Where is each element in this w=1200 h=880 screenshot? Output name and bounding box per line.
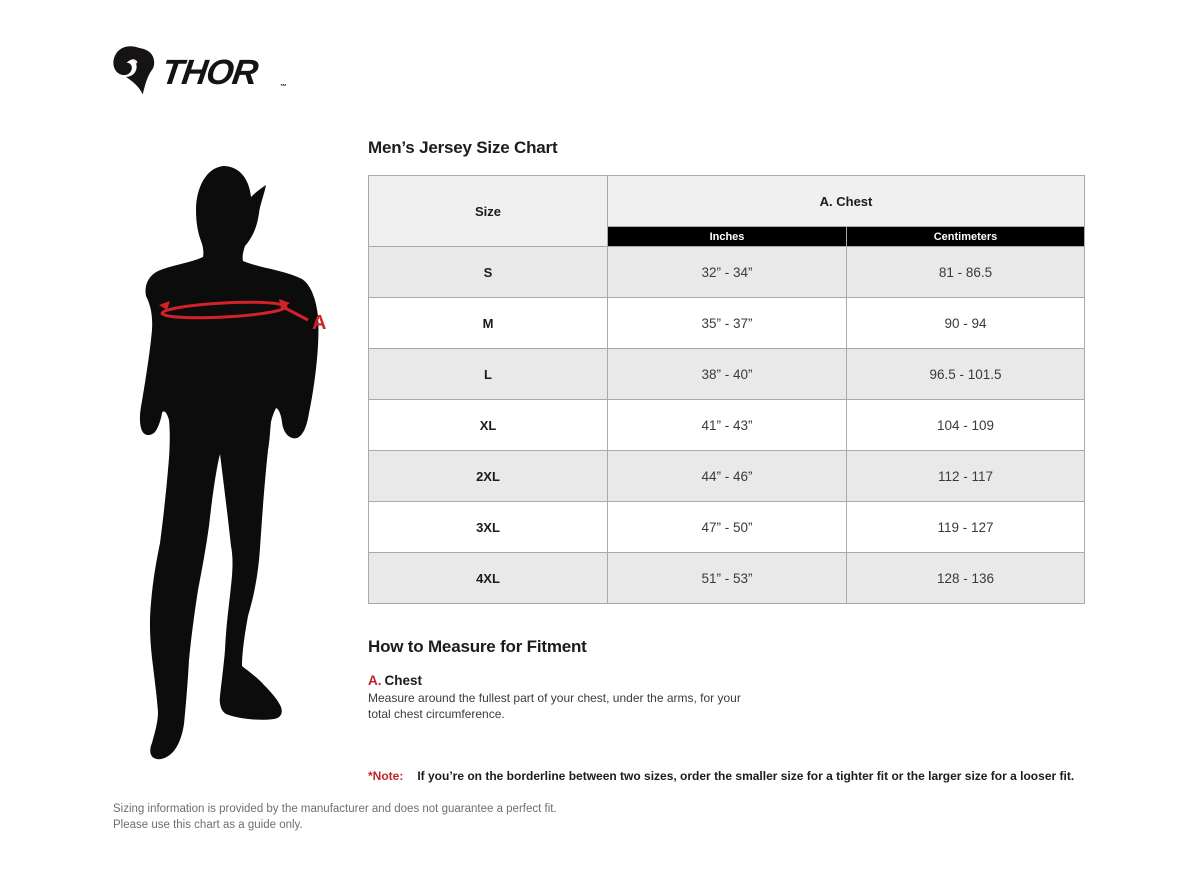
measure-item-letter: A. [368, 673, 382, 688]
measure-section-title: How to Measure for Fitment [368, 637, 587, 656]
table-row [369, 247, 1085, 298]
column-header-chest: A. Chest [608, 176, 1085, 227]
column-header-size: Size [369, 176, 608, 247]
centimeters-cell: 112 - 117 [847, 451, 1085, 502]
size-cell: 4XL [369, 553, 608, 604]
measure-item-chest [368, 673, 422, 688]
size-cell: M [369, 298, 608, 349]
body-silhouette [140, 166, 319, 759]
size-cell: XL [369, 400, 608, 451]
logo-wordmark [159, 53, 291, 92]
inches-cell: 47” - 50” [608, 502, 847, 553]
logo-trademark: ™ [279, 83, 287, 91]
centimeters-cell: 104 - 109 [847, 400, 1085, 451]
measure-item-description: Measure around the fullest part of your chest, under the arms, for your total chest circumference. [368, 691, 741, 721]
centimeters-cell: 81 - 86.5 [847, 247, 1085, 298]
measure-item-label: Chest [384, 673, 423, 688]
inches-cell: 41” - 43” [608, 400, 847, 451]
thor-logo [112, 40, 302, 108]
size-cell: S [369, 247, 608, 298]
size-chart-table [368, 175, 1085, 604]
column-header-centimeters: Centimeters [847, 227, 1085, 247]
table-row [369, 451, 1085, 502]
note-label: *Note: [368, 769, 404, 783]
size-chart-title: Men’s Jersey Size Chart [368, 138, 558, 157]
size-cell: 2XL [369, 451, 608, 502]
inches-cell: 38” - 40” [608, 349, 847, 400]
chest-annotation-label: A [312, 312, 327, 334]
centimeters-cell: 119 - 127 [847, 502, 1085, 553]
centimeters-cell: 90 - 94 [847, 298, 1085, 349]
column-header-inches: Inches [608, 227, 847, 247]
disclaimer-line-2: Please use this chart as a guide only. [113, 819, 303, 832]
inches-cell: 35” - 37” [608, 298, 847, 349]
logo-text: THOR [159, 53, 260, 93]
centimeters-cell: 128 - 136 [847, 553, 1085, 604]
table-row [369, 298, 1085, 349]
table-row [369, 349, 1085, 400]
note-text: If you’re on the borderline between two sizes, order the smaller size for a tighter fit or the larger size for a looser fit. [417, 769, 1075, 783]
size-cell: 3XL [369, 502, 608, 553]
male-silhouette-figure [112, 158, 352, 778]
table-row [369, 502, 1085, 553]
inches-cell: 32” - 34” [608, 247, 847, 298]
centimeters-cell: 96.5 - 101.5 [847, 349, 1085, 400]
disclaimer-line-1: Sizing information is provided by the manufacturer and does not guarantee a perfect fit. [113, 803, 557, 815]
disclaimer-text [113, 801, 557, 834]
table-row [369, 400, 1085, 451]
inches-cell: 51” - 53” [608, 553, 847, 604]
ram-head-icon [113, 46, 154, 94]
sizing-note [368, 769, 1074, 783]
table-row [369, 553, 1085, 604]
size-cell: L [369, 349, 608, 400]
inches-cell: 44” - 46” [608, 451, 847, 502]
